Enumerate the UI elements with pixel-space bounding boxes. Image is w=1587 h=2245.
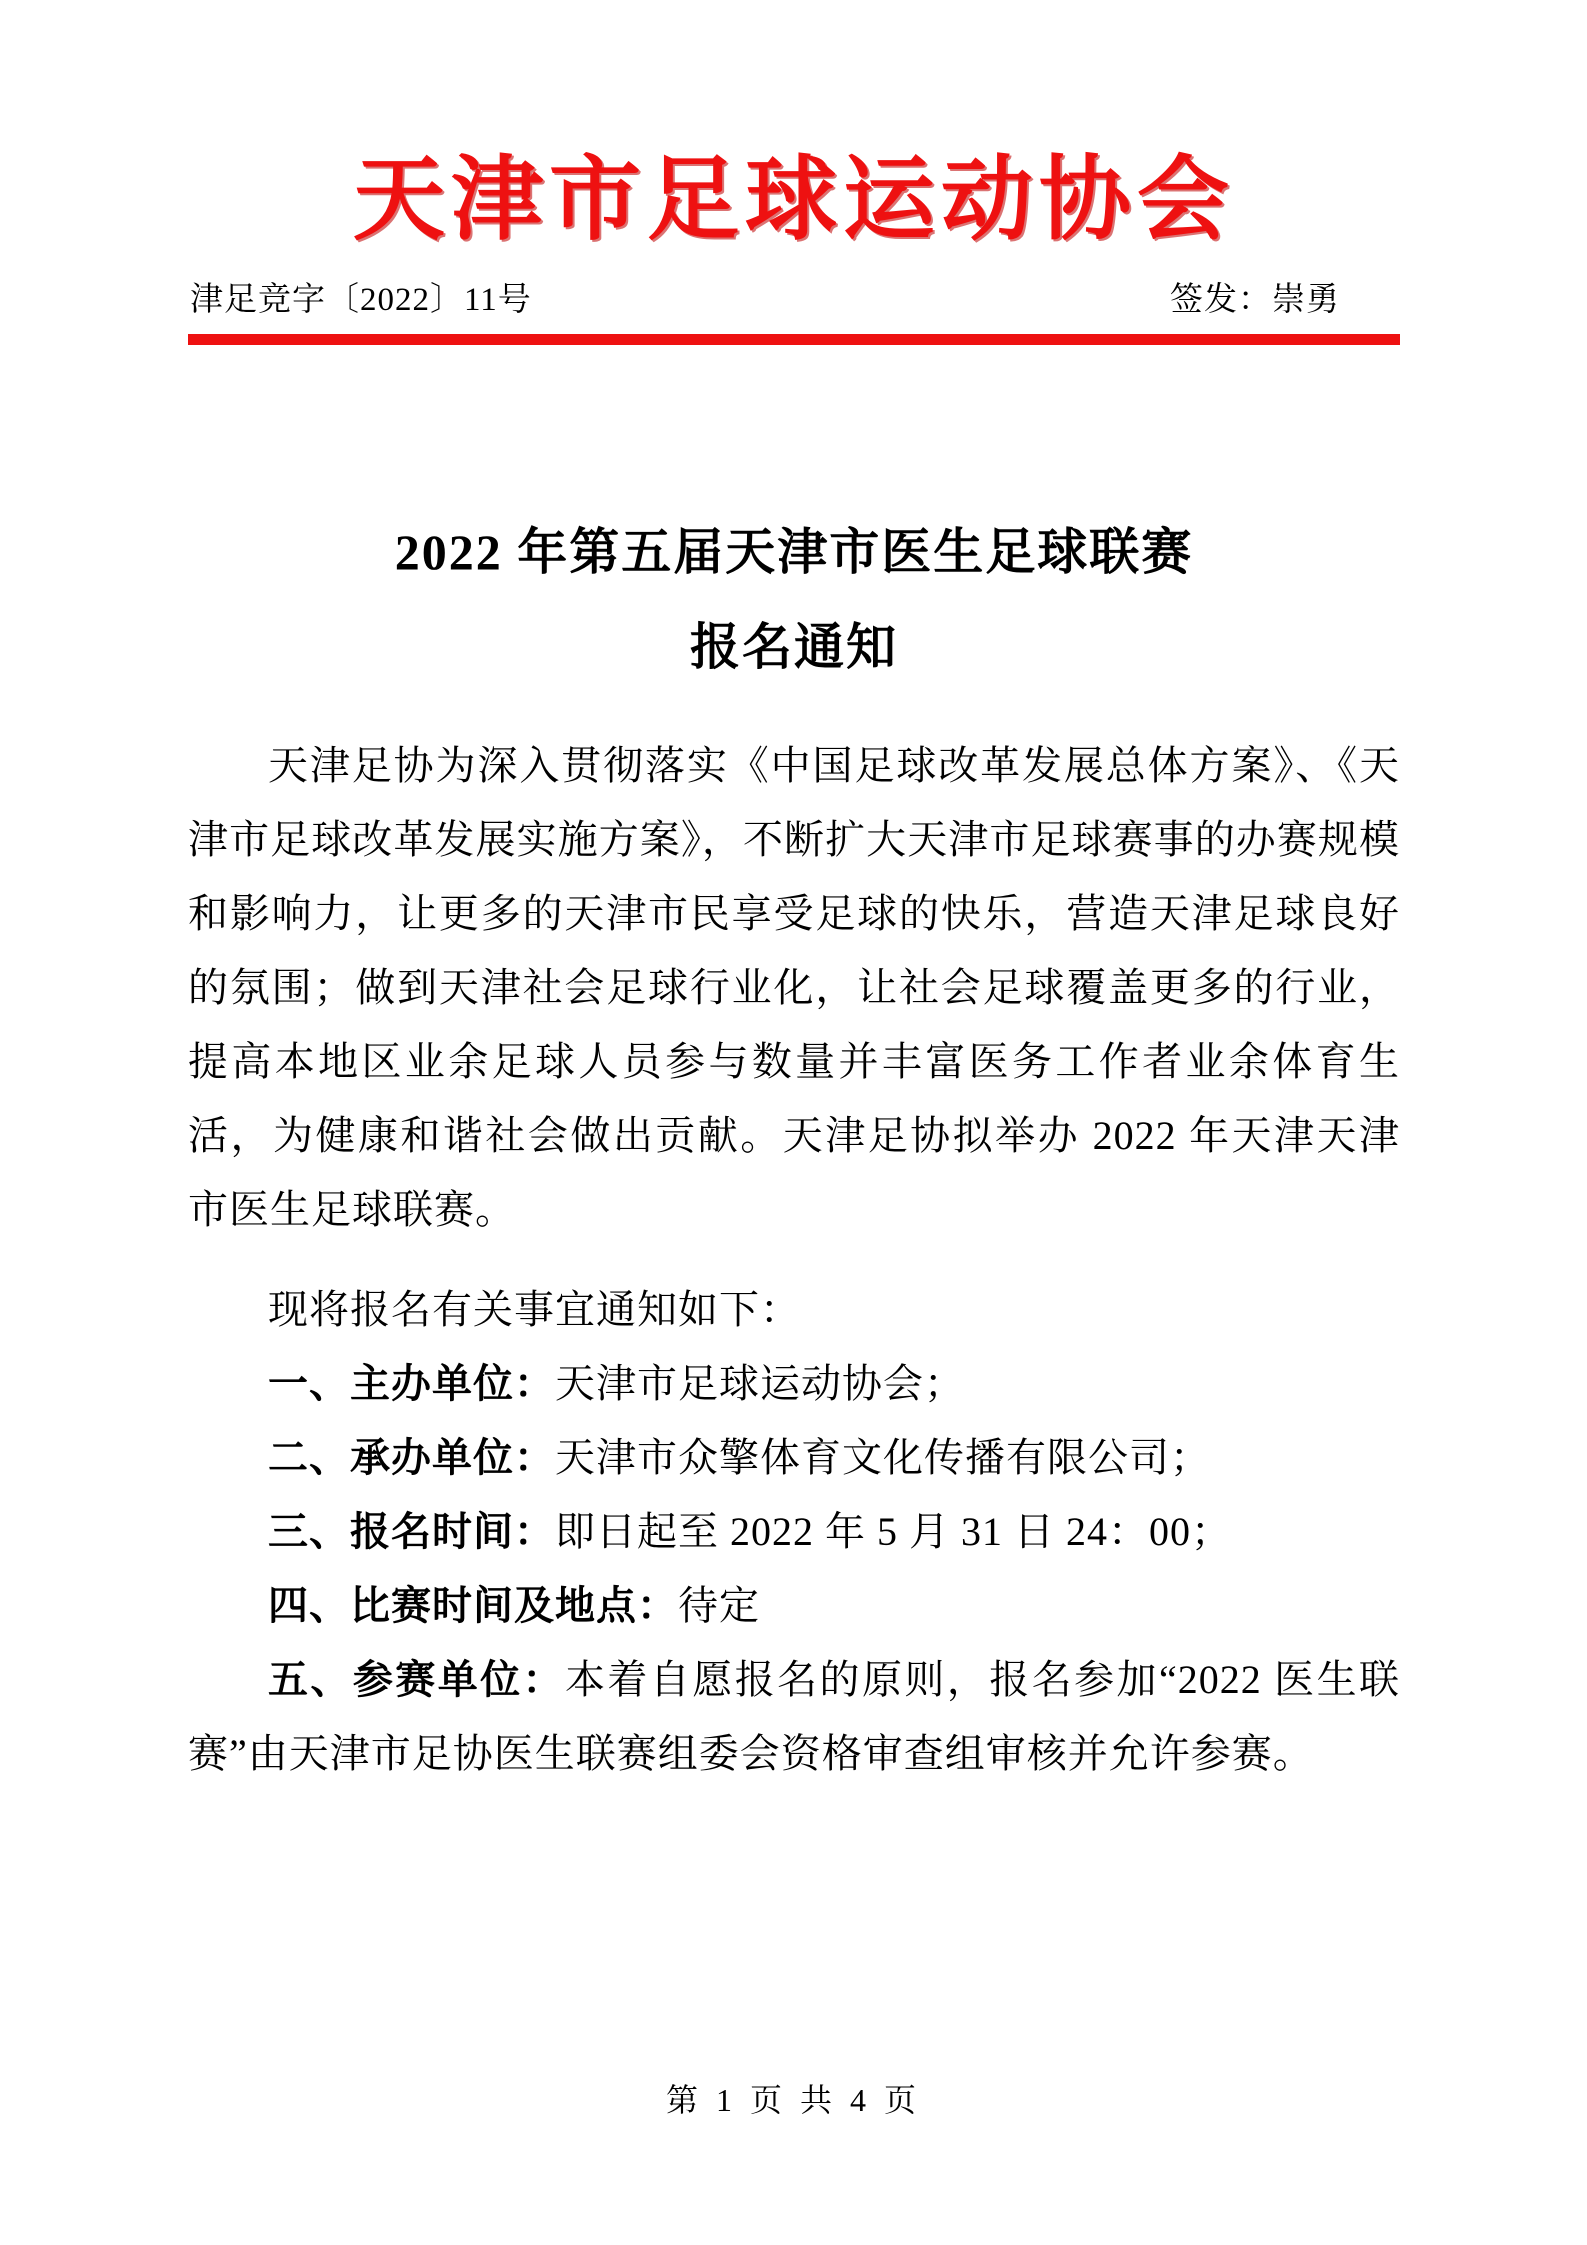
opening-paragraph: 天津足协为深入贯彻落实《中国足球改革发展总体方案》、《天津市足球改革发展实施方案》，不断扩大天津市足球赛事的办赛规模和影响力，让更多的天津市民享受足球的快乐，营造天津足球良好的氛围；做到天津社会足球行业化，让社会足球覆盖更多的行业，提高本地区业余足球人员参与数量并丰富医务工作者业余体育生活，为健康和谐社会做出贡献。天津足协拟举办 2022 年天津天津市医生足球联赛。 xyxy=(188,743,1400,1232)
item-value: 天津市众擎体育文化传播有限公司； xyxy=(555,1435,1211,1480)
page-indicator: 第 1 页 共 4 页 xyxy=(665,2082,921,2118)
document-number: 津足竞字〔2022〕11号 xyxy=(190,282,532,319)
letterhead xyxy=(188,146,1400,345)
red-divider-rule xyxy=(188,334,1400,345)
item-label: 二、承办单位： xyxy=(268,1435,555,1480)
page-footer xyxy=(0,2075,1587,2121)
item-value: 待定 xyxy=(678,1583,760,1628)
list-item xyxy=(188,1569,1400,1643)
item-label: 五、参赛单位： xyxy=(268,1657,565,1702)
organization-title: 天津市足球运动协会 xyxy=(352,146,1235,253)
item-value: 天津市足球运动协会； xyxy=(555,1361,965,1406)
list-item xyxy=(188,1347,1400,1421)
document-title-line-1: 2022 年第五届天津市医生足球联赛 xyxy=(394,524,1194,580)
list-item xyxy=(188,1495,1400,1569)
item-value: 即日起至 2022 年 5 月 31 日 24：00； xyxy=(555,1509,1232,1554)
signer-label: 签发：崇勇 xyxy=(1170,282,1340,319)
item-value: 本着自愿报名的原则，报名参加“2022 医生联赛”由天津市足协医生联赛组委会资格审查组审核并允许参赛。 xyxy=(188,1657,1401,1776)
list-item xyxy=(188,1643,1400,1791)
lead-in-paragraph: 现将报名有关事宜通知如下： xyxy=(268,1287,801,1332)
list-item xyxy=(188,1421,1400,1495)
item-label: 三、报名时间： xyxy=(268,1509,555,1554)
item-label: 四、比赛时间及地点： xyxy=(268,1583,678,1628)
item-label: 一、主办单位： xyxy=(268,1361,555,1406)
letterhead-meta-row xyxy=(188,273,1400,320)
document-body xyxy=(188,505,1400,1791)
document-title-line-2: 报名通知 xyxy=(690,619,898,675)
notice-item-list xyxy=(188,1347,1400,1791)
